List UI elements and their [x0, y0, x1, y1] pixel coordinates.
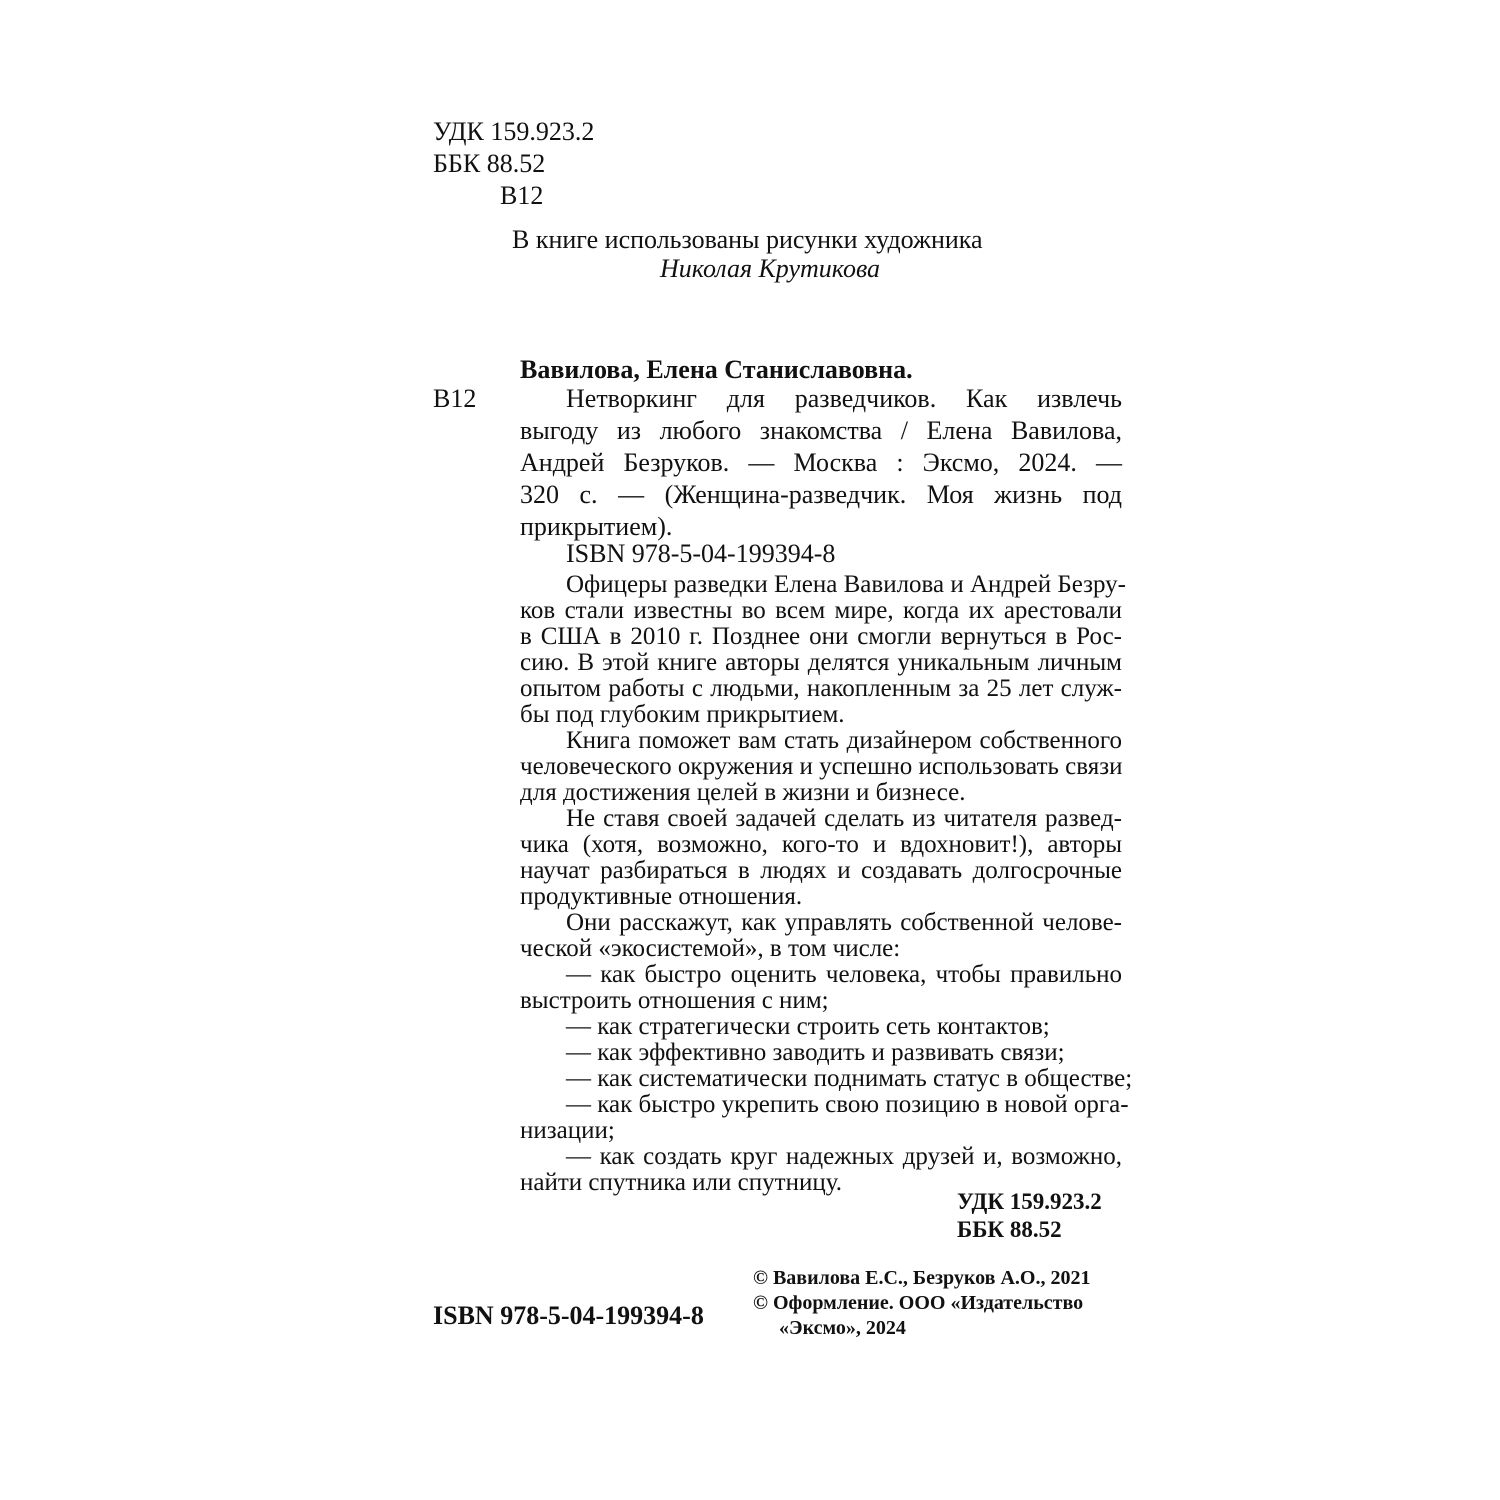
record-author-mark: В12 [433, 384, 477, 413]
copyright-authors: © Вавилова Е.С., Безруков А.О., 2021 [753, 1267, 1091, 1289]
annotation-line: научат разбираться в людях и создавать долгосрочные [520, 857, 1122, 884]
annotation-line: опытом работы с людьми, накопленным за 25 лет служ- [520, 675, 1122, 702]
footer-bbk: ББК 88.52 [957, 1217, 1062, 1242]
annotation-line: ческой «экосистемой», в том числе: [520, 935, 901, 962]
book-description [520, 383, 1122, 543]
annotation-line: сию. В этой книге авторы делятся уникальным личным [520, 649, 1122, 676]
annotation-line: чика (хотя, возможно, кого-то и вдохновит!), авторы [520, 831, 1122, 858]
annotation-line: человеческого окружения и успешно использовать связи [520, 753, 1123, 780]
annotation-line: — как создать круг надежных друзей и, возможно, [566, 1143, 1122, 1170]
illustrations-note: В книге использованы рисунки художника [512, 225, 983, 254]
annotation-line: выстроить отношения с ним; [520, 987, 829, 1014]
copyright-publisher: «Эксмо», 2024 [779, 1317, 906, 1339]
annotation [520, 571, 1133, 1196]
annotation-line: продуктивные отношения. [520, 883, 803, 910]
annotation-line: — как стратегически строить сеть контактов; [566, 1013, 1050, 1040]
annotation-line: Офицеры разведки Елена Вавилова и Андрей Безру- [566, 571, 1126, 598]
description-line: 320 с. — (Женщина-разведчик. Моя жизнь под [520, 480, 1122, 509]
description-line: Нетворкинг для разведчиков. Как извлечь [566, 384, 1122, 413]
annotation-line: бы под глубоким прикрытием. [520, 701, 845, 728]
artist-name: Николая Крутикова [660, 254, 881, 283]
annotation-line: низации; [520, 1117, 615, 1144]
annotation-line: найти спутника или спутницу. [520, 1169, 842, 1196]
annotation-line: в США в 2010 г. Позднее они смогли вернуться в Рос- [520, 623, 1122, 650]
author-mark: В12 [500, 181, 544, 210]
annotation-line: Книга поможет вам стать дизайнером собственного [566, 727, 1122, 754]
description-line: выгоду из любого знакомства / Елена Вавилова, [520, 416, 1122, 445]
annotation-line: для достижения целей в жизни и бизнесе. [520, 779, 966, 806]
author-heading: Вавилова, Елена Станиславовна. [520, 355, 913, 384]
annotation-line: — как эффективно заводить и развивать связи; [566, 1039, 1065, 1066]
copyright-design: © Оформление. ООО «Издательство [753, 1292, 1084, 1314]
record-isbn: ISBN 978-5-04-199394-8 [566, 539, 836, 568]
annotation-line: ков стали известны во всем мире, когда их арестовали [520, 597, 1122, 624]
annotation-line: Не ставя своей задачей сделать из читателя развед- [566, 805, 1122, 832]
description-line: прикрытием). [520, 512, 673, 541]
annotation-line: — как быстро оценить человека, чтобы правильно [566, 961, 1122, 988]
udk-code: УДК 159.923.2 [433, 117, 595, 146]
description-line: Андрей Безруков. — Москва : Эксмо, 2024. — [520, 448, 1122, 477]
annotation-line: — как быстро укрепить свою позицию в новой орга- [566, 1091, 1129, 1118]
footer-isbn: ISBN 978-5-04-199394-8 [433, 1301, 704, 1330]
bbk-code: ББК 88.52 [433, 149, 546, 178]
footer-udk: УДК 159.923.2 [957, 1189, 1102, 1214]
annotation-line: — как систематически поднимать статус в обществе; [566, 1065, 1133, 1092]
annotation-line: Они расскажут, как управлять собственной челове- [566, 909, 1122, 936]
